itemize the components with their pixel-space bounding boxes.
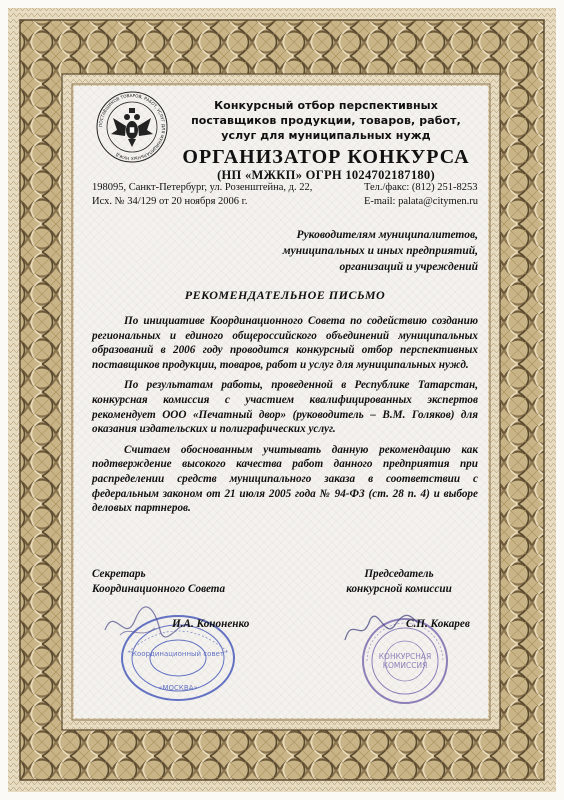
addressee-line-3: организаций и учреждений — [339, 261, 478, 273]
paragraph-2: По результатам работы, проведенной в Республике Татарстан, конкурсная комиссия с участием квалифицированных экспертов рекомендует ООО «Печатный двор» (руководитель – В.М. Голяков) для оказания издательских и полиграфических услуг. — [92, 379, 478, 436]
outgoing-number: Исх. № 34/129 от 20 ноября 2006 г. — [92, 196, 248, 207]
commission-title: конкурсной комиссии — [346, 583, 452, 595]
phone-fax: Тел./факс: (812) 251-8253 — [363, 182, 478, 193]
signatory-right-name: С.П. Кокарев — [406, 618, 470, 630]
letterhead — [176, 98, 476, 183]
letter-body — [92, 314, 478, 522]
organization-line-3: услуг для муниципальных нужд — [221, 129, 431, 142]
addressee-block — [232, 227, 478, 275]
email: E-mail: palata@citymen.ru — [363, 196, 478, 207]
svg-text:«МОСКВА»: «МОСКВА» — [158, 684, 198, 692]
svg-text:КОНКУРСНАЯ: КОНКУРСНАЯ — [378, 652, 432, 661]
svg-text:ПОСТАВЩИКОВ ТОВАРОВ, РАБОТ, УС: ПОСТАВЩИКОВ ТОВАРОВ, РАБОТ, УСЛУГ ДЛЯ МУНИЦИПАЛЬНЫХ НУЖД — [97, 92, 167, 162]
organization-line-2: поставщиков продукции, товаров, работ, — [191, 114, 461, 127]
secretary-title: Секретарь — [92, 568, 146, 580]
address: 198095, Санкт-Петербург, ул. Розенштейна, д. 22, — [92, 182, 313, 193]
council-title: Координационного Совета — [92, 583, 226, 595]
addressee-line-2: муниципальных и иных предприятий, — [282, 245, 478, 257]
svg-text:"Координационный совет": "Координационный совет" — [128, 650, 228, 658]
letterhead-title: ОРГАНИЗАТОР КОНКУРСА — [182, 146, 470, 168]
organization-line-1: Конкурсный отбор перспективных — [214, 99, 438, 112]
signature-right-role — [320, 567, 478, 597]
paragraph-3: Считаем обоснованным учитывать данную рекомендацию как подтверждение высокого качества работ данного предприятия при распределении средств муниципального заказа в соответствии с федеральным законом от 21 июля 2005 года № 94-ФЗ (ст. 28 п. 4) и выборе деловых партнеров. — [92, 443, 478, 515]
signature-left-role — [92, 567, 225, 597]
letter-title: РЕКОМЕНДАТЕЛЬНОЕ ПИСЬМО — [184, 288, 386, 302]
emblem-seal — [95, 90, 169, 164]
addressee-line-1: Руководителям муниципалитетов, — [296, 229, 478, 241]
paragraph-1: По инициативе Координационного Совета по содействию созданию региональных и единого общероссийского объединений муниципальных образований в 2006 году проводится конкурсный отбор перспективных поставщиков продукции, товаров, работ и услуг для муниципальных нужд. — [92, 315, 478, 371]
signatory-left-name: И.А. Кононенко — [172, 618, 250, 630]
eagle-emblem-icon — [95, 90, 169, 164]
chairman-title: Председатель — [364, 568, 434, 580]
svg-text:КОМИССИЯ: КОМИССИЯ — [382, 661, 428, 670]
registration-number: (НП «МЖКП» ОГРН 1024702187180) — [217, 168, 435, 182]
